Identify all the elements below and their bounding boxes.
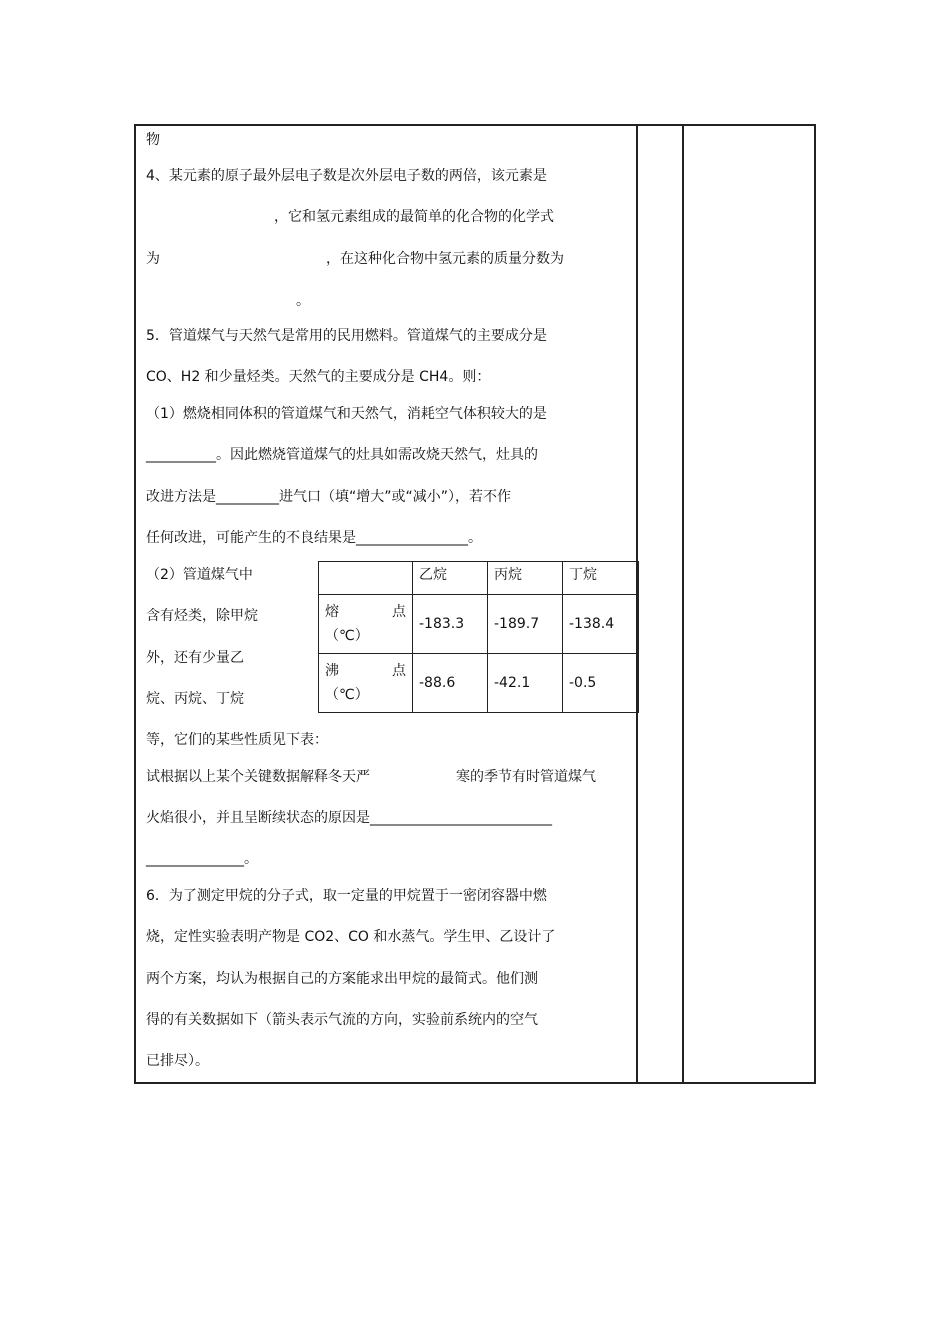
- table-cell: -189.7: [488, 595, 563, 654]
- question-4-line: 4、某元素的原子最外层电子数是次外层电子数的两倍，该元素是: [146, 168, 547, 184]
- wrap-text-line: 烷、丙烷、丁烷: [146, 691, 244, 707]
- table-row: [319, 654, 639, 713]
- text-line: 。: [296, 293, 310, 309]
- text-line: （1）燃烧相同体积的管道煤气和天然气，消耗空气体积较大的是: [146, 406, 547, 422]
- table-header-cell: 乙烷: [413, 562, 488, 595]
- table-cell: -183.3: [413, 595, 488, 654]
- text-line: 已排尽）。: [146, 1053, 209, 1069]
- table-header-cell: 丙烷: [488, 562, 563, 595]
- column-divider-2: [682, 126, 684, 1082]
- alkane-properties-table: [318, 561, 639, 713]
- table-cell: -42.1: [488, 654, 563, 713]
- text-line: 试根据以上某个关键数据解释冬天严: [146, 769, 370, 785]
- question-6-line: 6．为了测定甲烷的分子式，取一定量的甲烷置于一密闭容器中燃: [146, 888, 547, 904]
- table-row: [319, 595, 639, 654]
- text-line: 等，它们的某些性质见下表：: [146, 732, 328, 748]
- text-line: 得的有关数据如下（箭头表示气流的方向，实验前系统内的空气: [146, 1012, 538, 1028]
- text-line: ，它和氢元素组成的最简单的化合物的化学式: [274, 209, 554, 225]
- text-line: 寒的季节有时管道煤气: [456, 769, 596, 785]
- table-cell: -138.4: [563, 595, 639, 654]
- table-cell: -88.6: [413, 654, 488, 713]
- text-line: 两个方案，均认为根据自己的方案能求出甲烷的最简式。他们测: [146, 971, 538, 987]
- wrap-text-line: 外，还有少量乙: [146, 650, 244, 666]
- table-header-cell: 丁烷: [563, 562, 639, 595]
- text-line: 任何改进，可能产生的不良结果是________________。: [146, 530, 482, 546]
- text-line: CO、H2 和少量烃类。天然气的主要成分是 CH4。则：: [146, 369, 491, 385]
- wrap-text-line: 含有烃类，除甲烷: [146, 608, 258, 624]
- text-line: 为: [146, 251, 160, 267]
- table-header-row: [319, 562, 639, 595]
- table-cell: -0.5: [563, 654, 639, 713]
- text-line: 火焰很小，并且呈断续状态的原因是__________________________: [146, 810, 552, 826]
- text-line: 改进方法是_________进气口（填“增大”或“减小”），若不作: [146, 489, 512, 505]
- question-5-line: 5．管道煤气与天然气是常用的民用燃料。管道煤气的主要成分是: [146, 328, 547, 344]
- text-line: __________。因此燃烧管道煤气的灶具如需改烧天然气，灶具的: [146, 447, 538, 463]
- text-line: 物: [146, 132, 160, 148]
- wrap-text-line: （2）管道煤气中: [146, 567, 253, 583]
- row-label-melting-point: 熔 点 （℃）: [319, 595, 413, 654]
- table-header-cell: [319, 562, 413, 595]
- text-line: 烧，定性实验表明产物是 CO2、CO 和水蒸气。学生甲、乙设计了: [146, 929, 556, 945]
- text-line: ，在这种化合物中氢元素的质量分数为: [326, 251, 564, 267]
- text-line: ______________。: [146, 851, 258, 867]
- lesson-table-frame: [134, 124, 816, 1084]
- row-label-boiling-point: 沸 点 （℃）: [319, 654, 413, 713]
